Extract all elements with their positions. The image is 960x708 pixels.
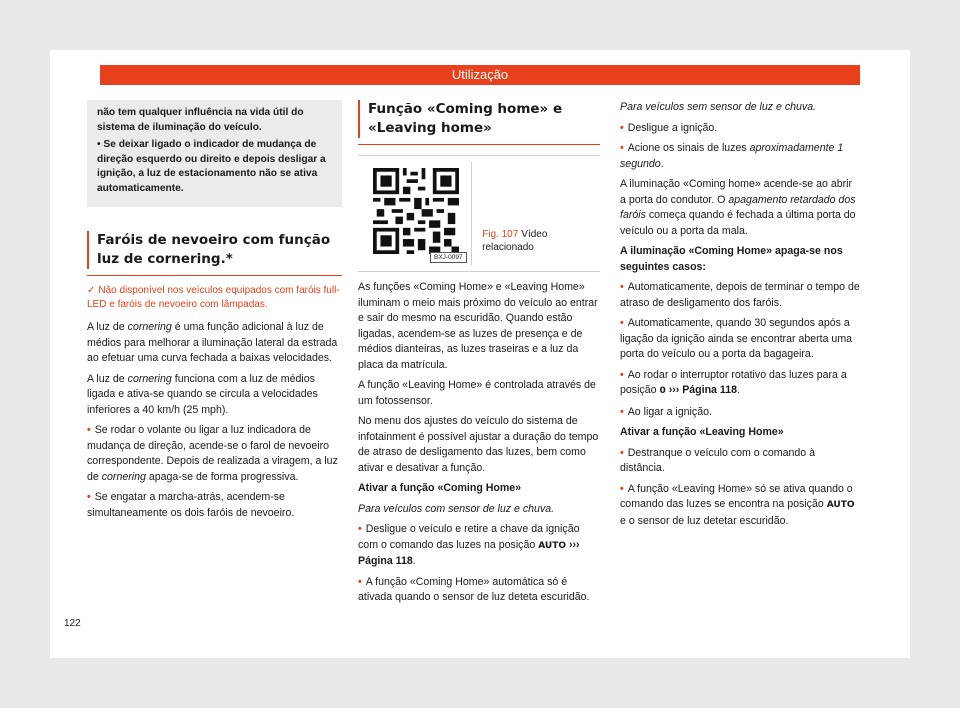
column-3: [620, 100, 860, 534]
heading-rule: [87, 275, 342, 276]
note-text-1: não tem qualquer influência na vida útil do sistema de iluminação do veículo.: [97, 107, 304, 133]
paragraph: A iluminação «Coming home» acende-se ao abrir a porta do condutor. O apagamento retardado dos faróis começa quando é fechada a última porta do veículo ou a porta da mala.: [620, 178, 856, 237]
column-1: [87, 100, 342, 526]
heading-rule: [358, 144, 600, 145]
auto-position-icon: AUTO: [538, 540, 567, 551]
figure-caption-text: Vídeo relacionado: [482, 229, 548, 253]
bullet-item: • Ao ligar a ignição.: [620, 405, 860, 421]
paragraph: A luz de cornering é uma função adicional à luz de médios para melhorar a iluminação lateral da estrada ao efetuar uma curva fechada a baixas velocidades.: [87, 321, 338, 364]
availability-text: Não disponível nos veículos equipados com faróis full-LED e faróis de nevoeiro com lâmpadas.: [87, 285, 340, 310]
auto-position-icon: AUTO: [826, 500, 855, 510]
column-2: [358, 100, 600, 611]
figure-tag: BXJ-0097: [430, 252, 467, 263]
paragraph: No menu dos ajustes do veículo do sistema de infotainment é possível ajustar a duração do tempo de atraso de desligamento das luzes, bem como ativar e desativar a função.: [358, 415, 599, 474]
figure-number: Fig. 107: [482, 229, 519, 240]
qr-code-icon: [370, 168, 462, 254]
page-number: 122: [64, 618, 81, 629]
page-ref-link[interactable]: ››› Página 118: [358, 538, 580, 567]
bullet-item: • Acione os sinais de luzes aproximadamente 1 segundo.: [620, 141, 860, 172]
figure-caption: [472, 162, 600, 265]
note-text-2: [97, 138, 332, 196]
section-heading-coming-home: Função «Coming home» e «Leaving home»: [358, 100, 600, 138]
bullet-item: • Se engatar a marcha-atrás, acendem-se simultaneamente os dois faróis de nevoeiro.: [87, 490, 342, 521]
bullet-item: • Desligue o veículo e retire a chave da ignição com o comando das luzes na posição AUTO ››› Página 118.: [358, 522, 600, 570]
bullet-item: • A função «Leaving Home» só se ativa quando o comando das luzes se encontra na posição AUTO e o sensor de luz detetar escuridão.: [620, 482, 860, 530]
qr-code-figure[interactable]: [358, 162, 472, 265]
figure-107: [358, 155, 600, 272]
condition-note: Para veículos sem sensor de luz e chuva.: [620, 101, 817, 113]
paragraph: As funções «Coming Home» e «Leaving Home» iluminam o meio mais próximo do veículo ao entrar e sair do mesmo na escuridão. Quando estão ligadas, acendem-se as luzes de presença e de médios dianteiras, as luzes traseiras e a luz da placa da matrícula.: [358, 281, 598, 371]
paragraph: A função «Leaving Home» é controlada através de um fotossensor.: [358, 379, 596, 407]
note-box: [87, 100, 342, 207]
bullet-item: • Automaticamente, depois de terminar o tempo de atraso de desligamento dos faróis.: [620, 280, 860, 311]
note-bullet-text: Se deixar ligado o indicador de mudança de direção esquerdo ou direito e depois desligar a ignição, a luz de estacionamento não se ativa automaticamente.: [97, 139, 326, 194]
paragraph: A luz de cornering funciona com a luz de médios ligada e ativa-se quando se circula a velocidades inferiores a 40 km/h (25 mph).: [87, 372, 318, 416]
page-header: Utilização: [100, 65, 860, 85]
check-icon: ✓: [87, 285, 96, 296]
bullet-item: • Ao rodar o interruptor rotativo das luzes para a posição 0 ››› Página 118.: [620, 368, 860, 400]
page-ref-link[interactable]: ››› Página 118: [668, 384, 737, 396]
light-off-icon: 0: [659, 386, 666, 396]
bullet-item: • Desligue a ignição.: [620, 121, 860, 137]
section-heading-fog-lights: Faróis de nevoeiro com função luz de cornering.*: [87, 231, 342, 269]
condition-note: Para veículos com sensor de luz e chuva.: [358, 502, 555, 515]
bullet-item: • Automaticamente, quando 30 segundos após a ligação da ignição ainda se encontrar aberta uma porta do veículo ou a porta da bagageira.: [620, 316, 860, 363]
availability-note: [87, 284, 342, 312]
bullet-item: • Se rodar o volante ou ligar a luz indicadora de mudança de direção, acende-se o farol de nevoeiro correspondente. Depois de realizada a viragem, a luz de cornering apaga-se de forma progressiva.: [87, 423, 342, 485]
subheading-activate-coming-home: Ativar a função «Coming Home»: [358, 482, 522, 494]
bullet-item: • Destranque o veículo com o comando à distância.: [620, 446, 860, 477]
subheading-coming-home-off: A iluminação «Coming Home» apaga-se nos seguintes casos:: [620, 245, 843, 273]
bullet-icon: •: [97, 139, 104, 150]
subheading-activate-leaving-home: Ativar a função «Leaving Home»: [620, 426, 784, 438]
bullet-item: • A função «Coming Home» automática só é ativada quando o sensor de luz deteta escuridão.: [358, 575, 600, 606]
